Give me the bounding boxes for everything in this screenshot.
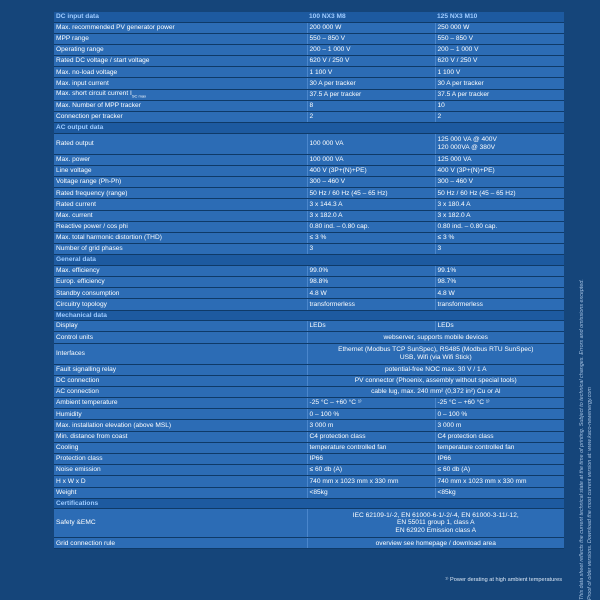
spec-label xyxy=(54,431,307,442)
spec-row xyxy=(54,177,564,188)
spec-value-1: -25 °C – +60 °C ¹⁾ xyxy=(307,398,435,409)
spec-label-text: Control units xyxy=(56,333,94,341)
spec-label-text: Max. power xyxy=(56,155,91,163)
spec-row xyxy=(54,409,564,420)
spec-label xyxy=(54,210,307,221)
spec-label xyxy=(54,233,307,244)
spec-value-1: 4.8 W xyxy=(307,288,435,299)
spec-value-2: IP66 xyxy=(435,454,564,465)
spec-label xyxy=(54,265,307,276)
spec-label-text: Max. efficiency xyxy=(56,267,100,275)
spec-label xyxy=(54,89,307,100)
spec-row xyxy=(54,165,564,176)
section-title: DC input data xyxy=(54,12,307,22)
spec-value-2: 2 xyxy=(435,112,564,123)
spec-row xyxy=(54,277,564,288)
spec-label-text: Min. distance from coast xyxy=(56,432,128,440)
spec-label-text: Max. recommended PV generator power xyxy=(56,23,175,31)
footnote: ¹⁾ Power derating at high ambient temperatures xyxy=(445,577,562,583)
spec-label-text: Line voltage xyxy=(56,167,92,175)
column-header-1 xyxy=(307,310,435,321)
spec-value-1: 99.0% xyxy=(307,265,435,276)
spec-label-text: Noise emission xyxy=(56,466,101,474)
column-header-1 xyxy=(307,498,435,509)
spec-value-2: 400 V (3P+(N)+PE) xyxy=(435,165,564,176)
spec-label xyxy=(54,56,307,67)
spec-label-text: Standby consumption xyxy=(56,289,120,297)
spec-row xyxy=(54,487,564,498)
spec-label xyxy=(54,67,307,78)
spec-label xyxy=(54,78,307,89)
spec-row xyxy=(54,188,564,199)
spec-label xyxy=(54,177,307,188)
spec-label-text: Connection per tracker xyxy=(56,113,123,121)
spec-value-span: potential-free NOC max. 30 V / 1 A xyxy=(307,364,564,375)
spec-value-2: 300 – 460 V xyxy=(435,177,564,188)
spec-value-2: 4.8 W xyxy=(435,288,564,299)
spec-value-line: IEC 62109-1/-2, EN 61000-6-1/-2/-4, EN 61000-3-11/-12, xyxy=(352,511,519,519)
spec-value-2: transformerless xyxy=(435,299,564,310)
spec-value-1: 30 A per tracker xyxy=(307,78,435,89)
spec-label-text: DC connection xyxy=(56,376,100,384)
spec-value-2: 99.1% xyxy=(435,265,564,276)
spec-label-subscript: SC max xyxy=(131,93,147,99)
spec-label-text: Grid connection rule xyxy=(56,539,116,547)
spec-row xyxy=(54,89,564,100)
section-header xyxy=(54,310,564,321)
spec-label-text: H x W x D xyxy=(56,477,86,485)
spec-value-1: ≤ 60 db (A) xyxy=(307,465,435,476)
spec-label xyxy=(54,277,307,288)
spec-label-text: Protection class xyxy=(56,455,103,463)
spec-value-2: temperature controlled fan xyxy=(435,442,564,453)
spec-row xyxy=(54,454,564,465)
spec-label xyxy=(54,375,307,386)
spec-label-text: Safety &EMC xyxy=(56,519,96,527)
spec-row xyxy=(54,364,564,375)
spec-value-2: 1 100 V xyxy=(435,67,564,78)
spec-row xyxy=(54,386,564,397)
side-disclaimer xyxy=(578,280,594,600)
spec-value-1: 300 – 460 V xyxy=(307,177,435,188)
spec-label-text: Voltage range (Ph-Ph) xyxy=(56,178,122,186)
spec-value-2: <85kg xyxy=(435,487,564,498)
spec-table xyxy=(54,12,564,549)
spec-label xyxy=(54,22,307,33)
spec-label-text: AC connection xyxy=(56,388,99,396)
spec-label xyxy=(54,476,307,487)
spec-value-1: 100 000 VA xyxy=(307,133,435,154)
spec-value-2: 740 mm x 1023 mm x 330 mm xyxy=(435,476,564,487)
spec-label xyxy=(54,199,307,210)
spec-value-1: 3 000 m xyxy=(307,420,435,431)
spec-label xyxy=(54,165,307,176)
spec-label-text: Number of grid phases xyxy=(56,245,123,253)
column-header-2 xyxy=(435,310,564,321)
spec-value-2: 37.5 A per tracker xyxy=(435,89,564,100)
spec-row xyxy=(54,44,564,55)
column-header-2 xyxy=(435,255,564,266)
spec-value-1: <85kg xyxy=(307,487,435,498)
spec-value-2: 620 V / 250 V xyxy=(435,56,564,67)
spec-value-2: 30 A per tracker xyxy=(435,78,564,89)
spec-value-1: temperature controlled fan xyxy=(307,442,435,453)
spec-value-1: 100 000 VA xyxy=(307,154,435,165)
spec-value-span: cable lug, max. 240 mm² (0,372 in²) Cu or Al xyxy=(307,386,564,397)
spec-label xyxy=(54,299,307,310)
spec-label-text: Humidity xyxy=(56,410,82,418)
spec-label xyxy=(54,442,307,453)
spec-value-1: 37.5 A per tracker xyxy=(307,89,435,100)
spec-value-span: PV connector (Phoenix, assembly without special tools) xyxy=(307,375,564,386)
spec-value-2: 125 000 VA xyxy=(435,154,564,165)
spec-value-1: 0 – 100 % xyxy=(307,409,435,420)
spec-row xyxy=(54,33,564,44)
section-title: Certifications xyxy=(54,498,307,509)
spec-value-2: 98.7% xyxy=(435,277,564,288)
spec-row xyxy=(54,343,564,364)
spec-row xyxy=(54,431,564,442)
spec-label-text: Weight xyxy=(56,488,77,496)
spec-label xyxy=(54,509,307,538)
side-line: This data sheet reflects the current technical state at the time of printing. Subject to technical changes. Errors and omissions excepted. xyxy=(579,279,585,600)
spec-value-1: 8 xyxy=(307,100,435,111)
spec-label xyxy=(54,288,307,299)
column-header-2 xyxy=(435,498,564,509)
spec-label xyxy=(54,343,307,364)
spec-value-span xyxy=(307,343,564,364)
spec-value-2: 3 x 180.4 A xyxy=(435,199,564,210)
spec-value-1: ≤ 3 % xyxy=(307,233,435,244)
spec-label-text: Ambient temperature xyxy=(56,399,118,407)
spec-value-1: 3 x 182.0 A xyxy=(307,210,435,221)
spec-value-2: 200 – 1 000 V xyxy=(435,44,564,55)
spec-label xyxy=(54,409,307,420)
spec-label xyxy=(54,364,307,375)
spec-label-text: Fault signalling relay xyxy=(56,365,117,373)
spec-value-1: C4 protection class xyxy=(307,431,435,442)
spec-label xyxy=(54,221,307,232)
spec-label-text: Cooling xyxy=(56,444,79,452)
column-header-1: 100 NX3 M8 xyxy=(307,12,435,22)
spec-label-text: Europ. efficiency xyxy=(56,278,105,286)
spec-label-text: Rated frequency (range) xyxy=(56,189,128,197)
spec-label xyxy=(54,100,307,111)
spec-label-text: Max. current xyxy=(56,211,93,219)
spec-value-span xyxy=(307,509,564,538)
spec-value-2: C4 protection class xyxy=(435,431,564,442)
spec-label xyxy=(54,33,307,44)
spec-label xyxy=(54,133,307,154)
section-header xyxy=(54,498,564,509)
spec-label-text: Interfaces xyxy=(56,349,85,357)
spec-value-2: 550 – 850 V xyxy=(435,33,564,44)
spec-value-line: EN 55011 group 1, class A xyxy=(396,519,475,527)
spec-value-2: 10 xyxy=(435,100,564,111)
spec-row xyxy=(54,199,564,210)
spec-value-line: Ethernet (Modbus TCP SunSpec), RS485 (Modbus RTU SunSpec) xyxy=(338,345,534,353)
spec-value-1: transformerless xyxy=(307,299,435,310)
spec-row xyxy=(54,509,564,538)
spec-row xyxy=(54,442,564,453)
spec-label-text: Operating range xyxy=(56,46,104,54)
spec-row xyxy=(54,375,564,386)
spec-value-2: -25 °C – +60 °C ¹⁾ xyxy=(435,398,564,409)
spec-row xyxy=(54,321,564,332)
spec-value-1: 200 000 W xyxy=(307,22,435,33)
spec-label xyxy=(54,538,307,549)
section-title: Mechanical data xyxy=(54,310,307,321)
spec-value-2: ≤ 3 % xyxy=(435,233,564,244)
spec-value-1: 2 xyxy=(307,112,435,123)
spec-value-1: 550 – 850 V xyxy=(307,33,435,44)
spec-label xyxy=(54,112,307,123)
spec-value-1: 3 xyxy=(307,244,435,255)
spec-label-text: Max. Number of MPP tracker xyxy=(56,102,141,110)
spec-label xyxy=(54,454,307,465)
spec-label xyxy=(54,386,307,397)
column-header-2 xyxy=(435,123,564,134)
section-header xyxy=(54,255,564,266)
spec-row xyxy=(54,265,564,276)
column-header-1 xyxy=(307,255,435,266)
spec-label-text: Max. no-load voltage xyxy=(56,68,118,76)
column-header-1 xyxy=(307,123,435,134)
spec-row xyxy=(54,465,564,476)
spec-value-2: 50 Hz / 60 Hz (45 – 65 Hz) xyxy=(435,188,564,199)
spec-label-text: Max. short circuit current I xyxy=(56,90,132,98)
spec-label-text: Display xyxy=(56,322,78,330)
spec-row xyxy=(54,78,564,89)
spec-label xyxy=(54,487,307,498)
spec-value-1: 0.80 ind. – 0.80 cap. xyxy=(307,221,435,232)
spec-value-line: 120 000VA @ 380V xyxy=(437,143,496,151)
spec-value-line: 125 000 VA @ 400V xyxy=(437,136,497,144)
spec-row xyxy=(54,112,564,123)
spec-label xyxy=(54,398,307,409)
section-title: General data xyxy=(54,255,307,266)
spec-row xyxy=(54,288,564,299)
spec-value-2: 0.80 ind. – 0.80 cap. xyxy=(435,221,564,232)
spec-label xyxy=(54,188,307,199)
spec-label-text: Circuitry topology xyxy=(56,300,107,308)
section-header xyxy=(54,123,564,134)
spec-row xyxy=(54,398,564,409)
spec-row xyxy=(54,210,564,221)
spec-row xyxy=(54,133,564,154)
spec-label-text: MPP range xyxy=(56,34,89,42)
spec-value-2: LEDs xyxy=(435,321,564,332)
spec-row xyxy=(54,538,564,549)
spec-label xyxy=(54,321,307,332)
spec-value-2 xyxy=(435,133,564,154)
spec-value-1: IP66 xyxy=(307,454,435,465)
spec-table-body xyxy=(54,12,564,549)
spec-value-2: 250 000 W xyxy=(435,22,564,33)
spec-sheet xyxy=(54,12,564,549)
spec-row xyxy=(54,67,564,78)
spec-value-span: overview see homepage / download area xyxy=(307,538,564,549)
spec-value-1: 200 – 1 000 V xyxy=(307,44,435,55)
spec-row xyxy=(54,299,564,310)
spec-row xyxy=(54,154,564,165)
spec-value-span: webserver, supports mobile devices xyxy=(307,332,564,343)
spec-label-text: Reactive power / cos phi xyxy=(56,223,128,231)
spec-label-text: Rated DC voltage / start voltage xyxy=(56,57,150,65)
spec-value-line: EN 62920 Emission class A xyxy=(395,527,477,535)
spec-value-2: 3 000 m xyxy=(435,420,564,431)
spec-value-1: 620 V / 250 V xyxy=(307,56,435,67)
spec-row xyxy=(54,221,564,232)
spec-label-text: Max. input current xyxy=(56,79,109,87)
spec-value-2: ≤ 60 db (A) xyxy=(435,465,564,476)
spec-value-line: USB, Wifi (via Wifi Stick) xyxy=(399,353,472,361)
spec-label-text: Rated current xyxy=(56,200,96,208)
column-header-2: 125 NX3 M10 xyxy=(435,12,564,22)
spec-row xyxy=(54,244,564,255)
spec-label xyxy=(54,420,307,431)
spec-row xyxy=(54,476,564,487)
spec-value-2: 3 x 182.0 A xyxy=(435,210,564,221)
spec-value-1: 3 x 144.3 A xyxy=(307,199,435,210)
spec-label xyxy=(54,332,307,343)
spec-label-text: Max. total harmonic distortion (THD) xyxy=(56,234,162,242)
spec-value-1: 400 V (3P+(N)+PE) xyxy=(307,165,435,176)
spec-value-1: 1 100 V xyxy=(307,67,435,78)
spec-row xyxy=(54,100,564,111)
spec-label xyxy=(54,465,307,476)
spec-row xyxy=(54,233,564,244)
spec-row xyxy=(54,56,564,67)
spec-label-text: Max. installation elevation (above MSL) xyxy=(56,421,172,429)
spec-value-1: 740 mm x 1023 mm x 330 mm xyxy=(307,476,435,487)
spec-value-1: LEDs xyxy=(307,321,435,332)
section-title: AC output data xyxy=(54,123,307,134)
spec-value-2: 0 – 100 % xyxy=(435,409,564,420)
spec-value-1: 50 Hz / 60 Hz (45 – 65 Hz) xyxy=(307,188,435,199)
spec-row xyxy=(54,332,564,343)
spec-value-2: 3 xyxy=(435,244,564,255)
spec-row xyxy=(54,420,564,431)
spec-label xyxy=(54,154,307,165)
spec-row xyxy=(54,22,564,33)
side-line: Proof of older versions. Download the most current version at: www.kaco-newenergy.com xyxy=(587,387,593,600)
spec-label-text: Rated output xyxy=(56,139,94,147)
spec-label xyxy=(54,44,307,55)
spec-value-1: 98.8% xyxy=(307,277,435,288)
spec-label xyxy=(54,244,307,255)
section-header xyxy=(54,12,564,22)
